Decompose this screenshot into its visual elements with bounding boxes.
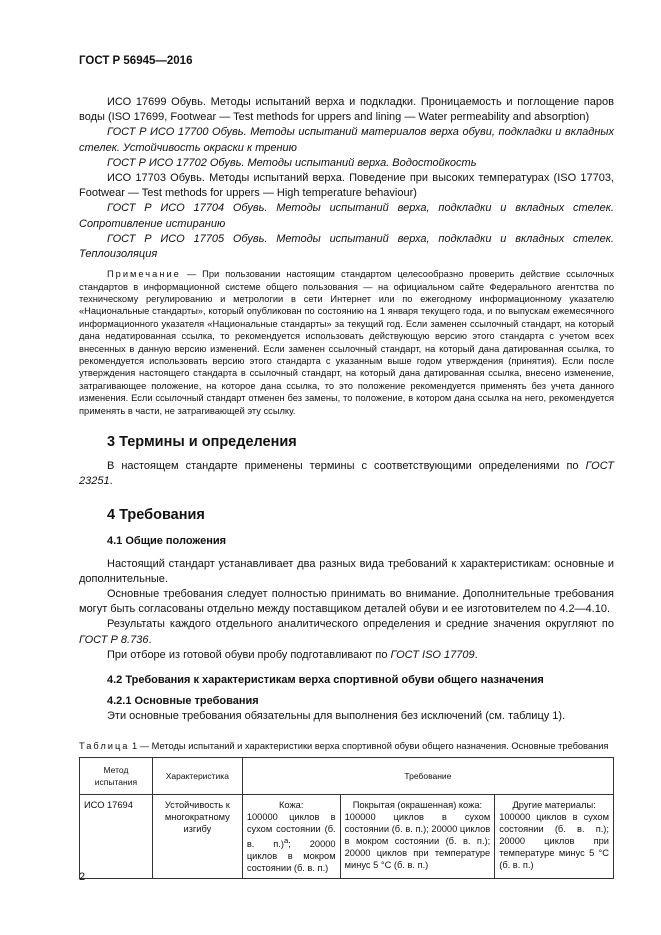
cell-coated-leather bbox=[340, 794, 495, 878]
note-label: Примечание bbox=[107, 269, 181, 280]
leather-text-2: ; 20000 циклов в мокром состоянии (б. в. п.) bbox=[246, 838, 336, 873]
page-content bbox=[79, 95, 614, 879]
cell-leather bbox=[242, 794, 340, 878]
p4-end: . bbox=[474, 648, 478, 661]
section-4-1-p4 bbox=[79, 648, 614, 663]
section-4-2-1-title: 4.2.1 Основные требования bbox=[107, 694, 259, 707]
ref-gost-17700: ГОСТ Р ИСО 17700 Обувь. Методы испытаний материалов верха обуви, подкладки и вкладных стелек. Устойчивость окраски к трению bbox=[79, 126, 614, 154]
coated-title: Покрытая (окрашенная) кожа: bbox=[352, 799, 483, 810]
ref-iso-17703: ИСО 17703 Обувь. Методы испытаний верха. Поведение при высоких температурах (ISO 17703, Footwear — Test methods for uppers — High temperature behaviour) bbox=[79, 172, 614, 200]
section-4-2-title: 4.2 Требования к характеристикам верха спортивной обуви общего назначения bbox=[107, 673, 544, 686]
col-method-header: Метод испытания bbox=[80, 757, 153, 794]
requirements-table bbox=[79, 757, 614, 879]
other-title: Другие материалы: bbox=[512, 799, 596, 810]
p4-body: При отборе из готовой обуви пробу подготавливают по bbox=[107, 648, 391, 661]
section-3-title: 3 Термины и определения bbox=[107, 434, 297, 451]
table-header-row bbox=[80, 757, 614, 794]
gost-17709-link: ГОСТ ISO 17709 bbox=[390, 648, 475, 661]
other-text: 100000 циклов в сухом состоянии (б. в. п.); 20000 циклов при температуре минус 5 °С (б. в. п.) bbox=[499, 811, 609, 870]
section-4-2-1-text: Эти основные требования обязательны для выполнения без исключений (см. таблицу 1). bbox=[107, 709, 566, 722]
table-row bbox=[80, 794, 614, 878]
footnote-marker: а bbox=[283, 835, 289, 845]
leather-text: 100000 циклов в сухом состоянии (б. в. п.) bbox=[246, 811, 336, 849]
section-3-body: В настоящем стандарте применены термины с соответствующими определениями по bbox=[107, 460, 586, 473]
cell-characteristic: Устойчивость к многократному изгибу bbox=[152, 794, 242, 878]
leather-req bbox=[247, 811, 336, 874]
ref-gost-17704: ГОСТ Р ИСО 17704 Обувь. Методы испытаний верха, подкладки и вкладных стелек. Сопротивление истиранию bbox=[79, 202, 614, 230]
note-paragraph bbox=[79, 268, 614, 417]
section-4-title: 4 Требования bbox=[107, 506, 205, 523]
col-req-header: Требование bbox=[242, 757, 613, 794]
cell-method: ИСО 17694 bbox=[80, 794, 153, 878]
table-caption-label: Таблица bbox=[79, 741, 130, 752]
p3-body: Результаты каждого отдельного аналитического определения и средние значения округляют по bbox=[107, 618, 614, 631]
section-4-1-p3 bbox=[79, 617, 614, 647]
ref-gost-17705: ГОСТ Р ИСО 17705 Обувь. Методы испытаний верха, подкладки и вкладных стелек. Теплоизоляция bbox=[79, 232, 614, 261]
gost-8736-link: ГОСТ Р 8.736 bbox=[79, 633, 149, 646]
standard-header: ГОСТ Р 56945—2016 bbox=[79, 55, 193, 67]
leather-title: Кожа: bbox=[278, 799, 304, 810]
note-text: — При пользовании настоящим стандартом целесообразно проверить действие ссылочных стандартов в информационной системе общего пользования — на официальном сайте Федерального агентства по техническому регулированию и метрологии в сети Интернет или по ежегодному информационному указателю «Национальные стандарты», который опубликован по состоянию на 1 января текущего года, и по выпускам ежемесячного информационного указателя «Национальные стандарты» за текущий год. Если заменен ссылочный стандарт, на который дана недатированная ссылка, то рекомендуется использовать действующую версию этого стандарта с учетом всех внесенных в данную версию изменений. Если заменен ссылочный стандарт, на который дана датированная ссылка, то рекомендуется использовать версию этого стандарта с указанным выше годом утверждения (принятия). Если после утверждения настоящего стандарта в ссылочный стандарт, на который дана датированная ссылка, внесено изменение, затрагивающее положение, на которое дана ссылка, то это положение рекомендуется применять без учета данного изменения. Если ссылочный стандарт отменен без замены, то положение, в котором дана ссылка на него, рекомендуется применять в части, не затрагивающей эту ссылку. bbox=[79, 269, 614, 416]
section-4-1-title: 4.1 Общие положения bbox=[107, 534, 227, 547]
gost-23251-link: ГОСТ 23251 bbox=[79, 460, 614, 488]
section-4-1-p2: Основные требования следует полностью принимать во внимание. Дополнительные требования могут быть согласованы отдельно между поставщиком деталей обуви и ее изготовителем по 4.2—4.10. bbox=[79, 587, 614, 616]
ref-iso-17699: ИСО 17699 Обувь. Методы испытаний верха и подкладки. Проницаемость и поглощение паров воды (ISO 17699, Footwear — Test methods for uppers and lining — Water permeability and absorption) bbox=[79, 96, 614, 124]
col-char-header: Характеристика bbox=[152, 757, 242, 794]
ref-gost-17702: ГОСТ Р ИСО 17702 Обувь. Методы испытаний верха. Водостойкость bbox=[107, 156, 477, 169]
table-caption bbox=[79, 740, 614, 752]
section-3-end: . bbox=[109, 475, 113, 488]
table-caption-text: 1 — Методы испытаний и характеристики верха спортивной обуви общего назначения. Основные требования bbox=[129, 741, 609, 752]
p3-end: . bbox=[148, 633, 152, 646]
section-3-text bbox=[79, 459, 614, 489]
page-number: 2 bbox=[79, 871, 86, 883]
cell-other-materials bbox=[495, 794, 614, 878]
section-4-1-p1: Настоящий стандарт устанавливает два разных вида требований к характеристикам: основные и дополнительные. bbox=[79, 557, 614, 585]
coated-text: 100000 циклов в сухом состоянии (б. в. п.); 20000 циклов в мокром состоянии (б. в. п.); 20000 циклов при температуре минус 5 °С (б. в. п.) bbox=[344, 811, 491, 870]
